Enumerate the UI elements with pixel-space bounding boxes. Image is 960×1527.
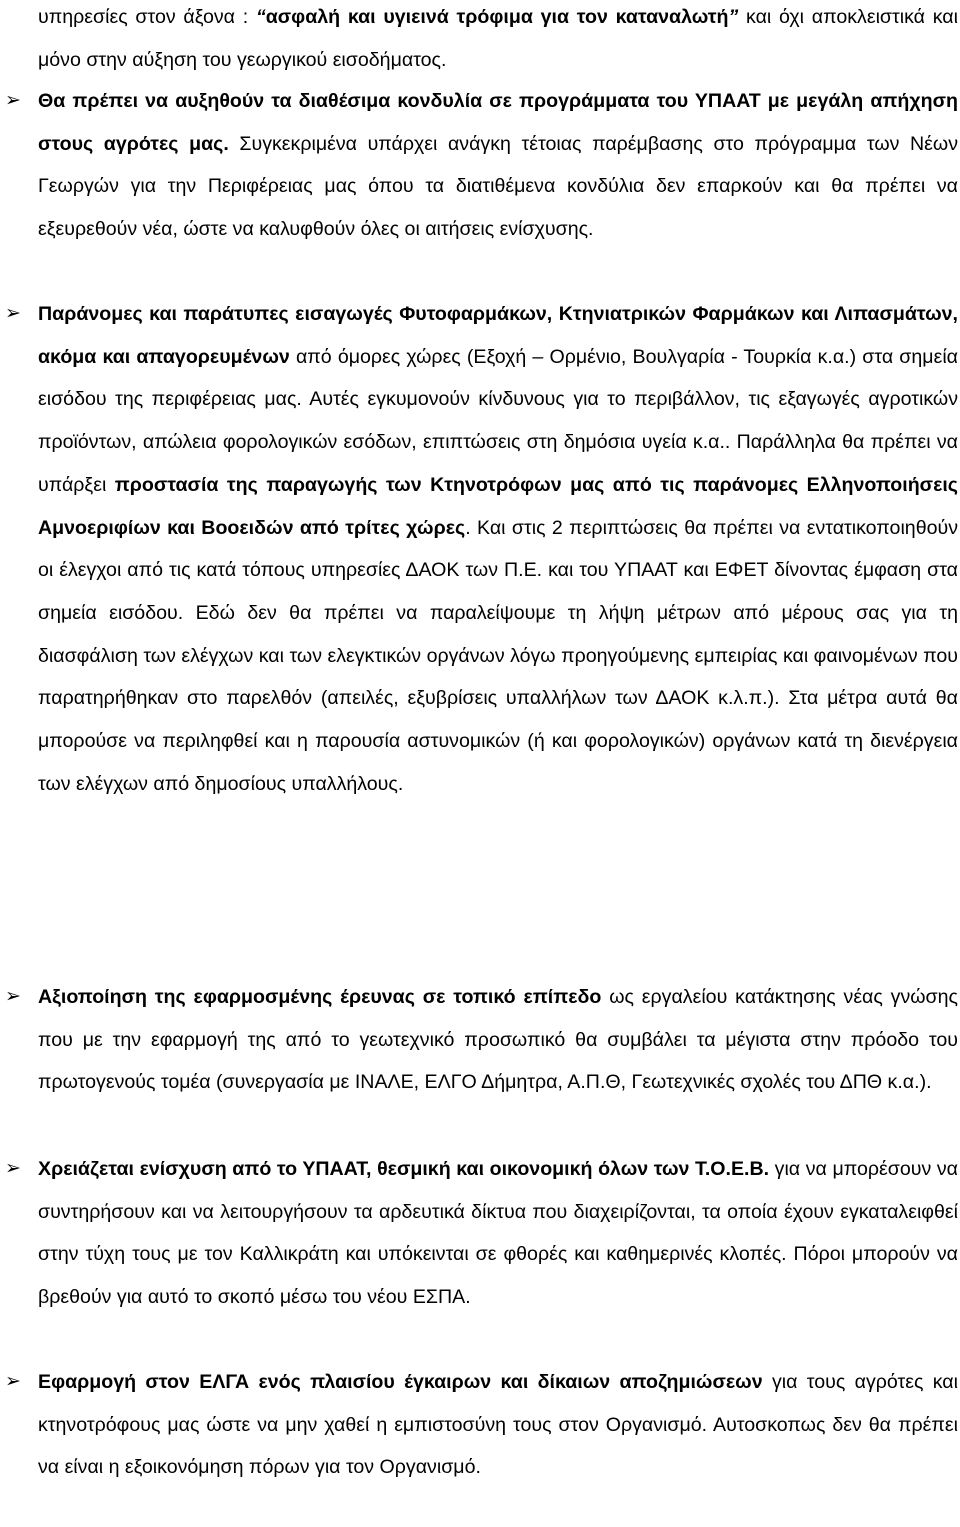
bullet-item-3 <box>0 976 958 1104</box>
bullet-4-bold: Χρειάζεται ενίσχυση από το ΥΠΑΑΤ, θεσμική και οικονομική όλων των Τ.Ο.Ε.Β. <box>38 1158 770 1180</box>
intro-paragraph <box>38 0 958 81</box>
bullet-arrow-icon: ➢ <box>5 986 21 1007</box>
bullet-arrow-icon: ➢ <box>5 303 21 324</box>
bullet-item-1 <box>0 80 958 251</box>
bullet-paragraph-5 <box>38 1361 958 1489</box>
bullet-1-bold: Θα πρέπει να αυξηθούν τα διαθέσιμα κονδυλία σε προγράμματα του ΥΠΑΑΤ με μεγάλη απήχηση στους αγρότες μας. <box>38 90 958 155</box>
bullet-5-bold: Εφαρμογή στον ΕΛΓΑ ενός πλαισίου έγκαιρων και δίκαιων αποζημιώσεων <box>38 1371 763 1393</box>
intro-text-1: υπηρεσίες στον άξονα : <box>38 6 256 28</box>
bullet-5-text: για τους αγρότες και κτηνοτρόφους μας ώστε να μην χαθεί η εμπιστοσύνη τους στον Οργανισμό. Αυτοσκοπως δεν θα πρέπει να είναι η εξοικονόμηση πόρων για τον Οργανισμό. <box>38 1371 958 1479</box>
intro-text-2: και όχι αποκλειστικά και μόνο στην αύξηση του γεωργικού εισοδήματος. <box>38 6 958 71</box>
intro-quote-open: “ <box>255 6 266 28</box>
bullet-3-text: ως εργαλείου κατάκτησης νέας γνώσης που με την εφαρμογή της από το γεωτεχνικό προσωπικό θα συμβάλει τα μέγιστα στην πρόοδο του πρωτογενούς τομέα (συνεργασία με ΙΝΑΛΕ, ΕΛΓΟ Δήμητρα, Α.Π.Θ, Γεωτεχνικές σχολές του ΔΠΘ κ.α.). <box>38 986 958 1094</box>
intro-quote-close: ” <box>728 6 739 28</box>
bullet-item-2 <box>0 293 958 805</box>
bullet-paragraph-3 <box>38 976 958 1104</box>
bullet-1-text: Συγκεκριμένα υπάρχει ανάγκη τέτοιας παρέμβασης στο πρόγραμμα των Νέων Γεωργών για την Περιφέρειας μας όπου τα διατιθέμενα κονδύλια δεν επαρκούν και θα πρέπει να εξευρεθούν νέα, ώστε να καλυφθούν όλες οι αιτήσεις ενίσχυσης. <box>38 132 958 241</box>
bullet-paragraph-1 <box>38 80 958 251</box>
bullet-paragraph-2 <box>38 293 958 805</box>
bullet-2-bold-2: προστασία της παραγωγής των Κτηνοτρόφων μας από τις παράνομες Ελληνοποιήσεις Αμνοεριφίων και Βοοειδών από τρίτες χώρες <box>38 473 958 539</box>
bullet-2-text-1: από όμορες χώρες (Εξοχή – Ορμένιο, Βουλγαρία - Τουρκία κ.α.) στα σημεία εισόδου της περιφέρειας μας. Αυτές εγκυμονούν κίνδυνους για το περιβάλλον, τις εξαγωγές αγροτικών προϊόντων, απώλεια φορολογικών εσόδων, επιπτώσεις στη δημόσια υγεία κ.α.. Παράλληλα θα πρέπει να υπάρξει <box>38 345 958 496</box>
bullet-item-5 <box>0 1361 958 1489</box>
intro-bold-text: ασφαλή και υγιεινά τρόφιμα για τον καταναλωτή <box>265 6 729 28</box>
bullet-2-bold-1: Παράνομες και παράτυπες εισαγωγές Φυτοφαρμάκων, Κτηνιατρικών Φαρμάκων και Λιπασμάτων, ακόμα και απαγορευμένων <box>38 303 958 368</box>
bullet-paragraph-4 <box>38 1148 958 1319</box>
bullet-3-bold: Αξιοποίηση της εφαρμοσμένης έρευνας σε τοπικό επίπεδο <box>38 986 602 1008</box>
bullet-4-text: για να μπορέσουν να συντηρήσουν και να λειτουργήσουν τα αρδευτικά δίκτυα που διαχειρίζονται, τα οποία έχουν εγκαταλειφθεί στην τύχη τους με τον Καλλικράτη και υπόκεινται σε φθορές και καθημερινές κλοπές. Πόροι μπορούν να βρεθούν για αυτό το σκοπό μέσω του νέου ΕΣΠΑ. <box>38 1158 958 1309</box>
bullet-arrow-icon: ➢ <box>5 90 21 111</box>
bullet-2-text-2: . Και στις 2 περιπτώσεις θα πρέπει να εντατικοποιηθούν οι έλεγχοι από τις κατά τόπους υπηρεσίες ΔΑΟΚ των Π.Ε. και του ΥΠΑΑΤ και ΕΦΕΤ δίνοντας έμφαση στα σημεία εισόδου. Εδώ δεν θα πρέπει να παραλείψουμε τη λήψη μέτρων από μέρους σας για τη διασφάλιση των ελέγχων και των ελεγκτικών οργάνων λόγω προηγούμενης εμπειρίας και φαινομένων που παρατηρήθηκαν στο παρελθόν (απειλές, εξυβρίσεις υπαλλήλων των ΔΑΟΚ κ.λ.π.). Στα μέτρα αυτά θα μπορούσε να περιληφθεί και η παρουσία αστυνομικών (ή και φορολογικών) οργάνων κατά τη διενέργεια των ελέγχων από δημοσίους υπαλλήλους. <box>38 516 958 795</box>
bullet-item-4 <box>0 1148 958 1319</box>
bullet-arrow-icon: ➢ <box>5 1371 21 1392</box>
bullet-arrow-icon: ➢ <box>5 1158 21 1179</box>
